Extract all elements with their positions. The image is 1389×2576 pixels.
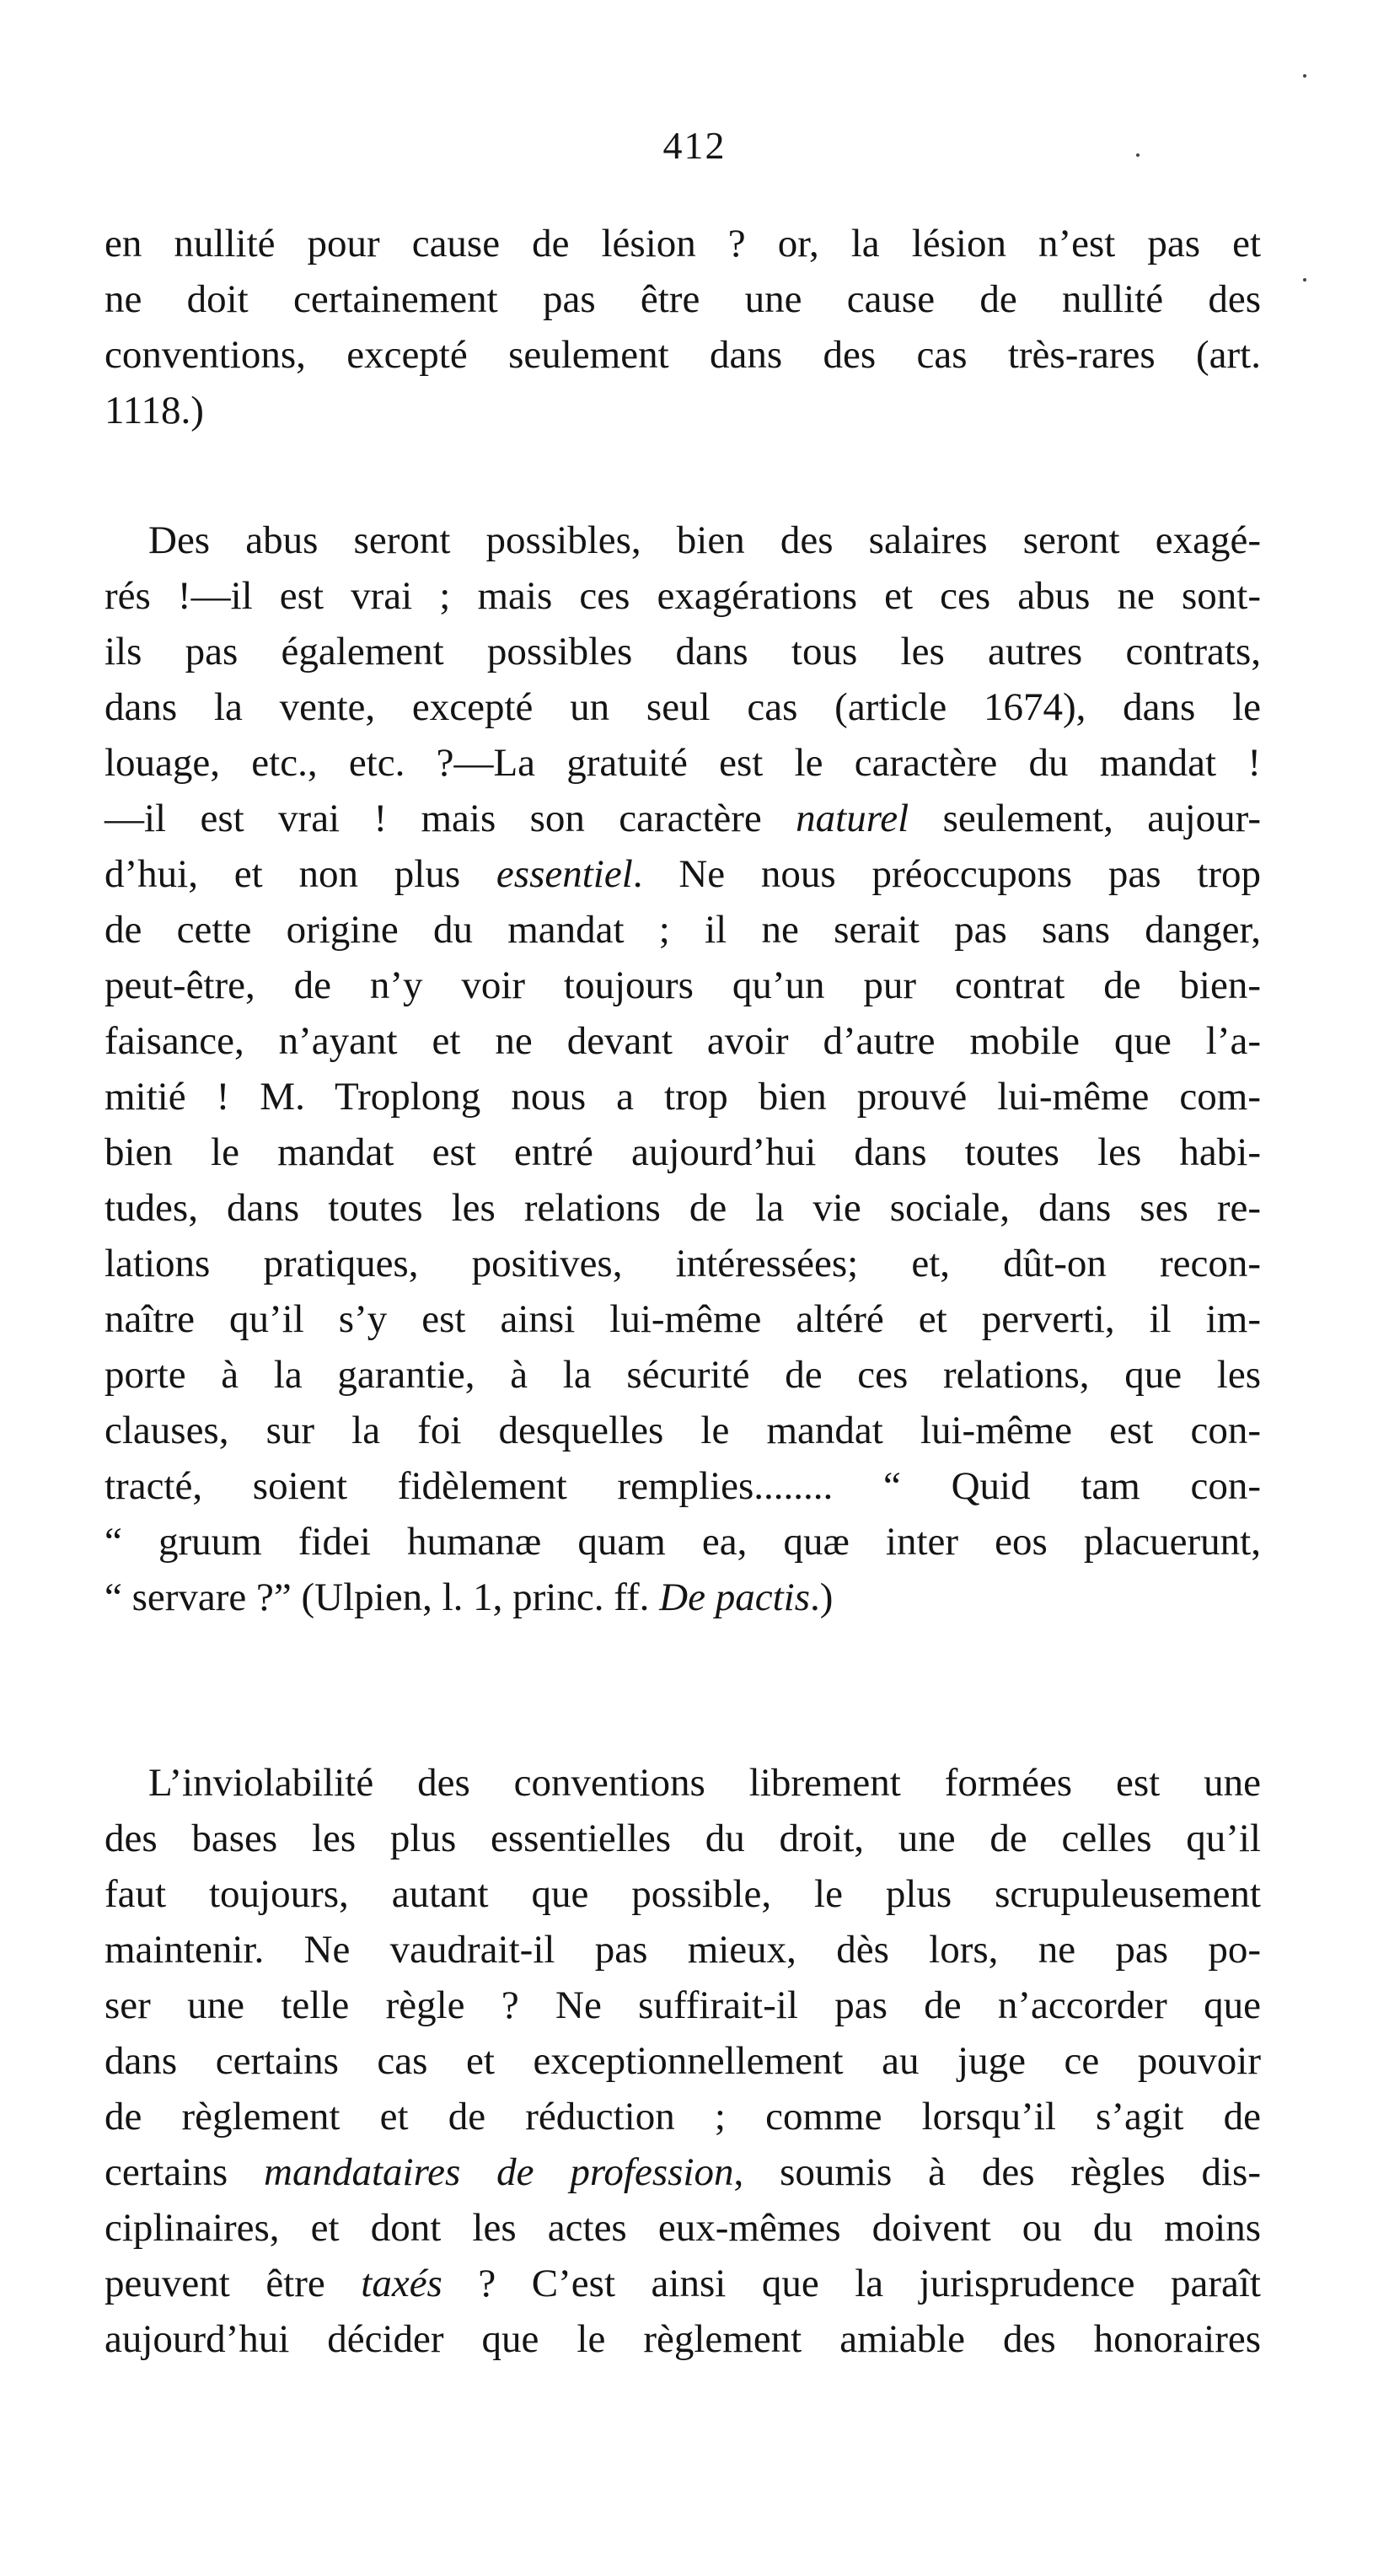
text-line: “ gruum fidei humanæ quam ea, quæ inter eos placuerunt, — [105, 1520, 1261, 1564]
text-line: —il est vrai ! mais son caractère naturel seulement, aujour- — [105, 797, 1262, 840]
text-line: 1118.) — [105, 389, 204, 432]
text-line: certains mandataires de profession, soumis à des règles dis- — [105, 2150, 1262, 2194]
text-line: d’hui, et non plus essentiel. Ne nous préoccupons pas trop — [105, 852, 1261, 896]
text-line: tudes, dans toutes les relations de la vie sociale, dans ses re- — [105, 1186, 1261, 1230]
text-line: bien le mandat est entré aujourd’hui dans toutes les habi- — [105, 1130, 1261, 1174]
text-line: dans la vente, excepté un seul cas (article 1674), dans le — [105, 685, 1261, 729]
text-line: en nullité pour cause de lésion ? or, la lésion n’est pas et — [105, 222, 1261, 266]
text-line: lations pratiques, positives, intéressées; et, dût-on recon- — [105, 1242, 1261, 1285]
text-line: rés !—il est vrai ; mais ces exagérations et ces abus ne sont- — [105, 574, 1261, 618]
scan-speck — [1303, 74, 1306, 78]
text-line: maintenir. Ne vaudrait-il pas mieux, dès lors, ne pas po- — [105, 1928, 1261, 1972]
text-line: naître qu’il s’y est ainsi lui-même altéré et perverti, il im- — [105, 1297, 1261, 1341]
text-line: dans certains cas et exceptionnellement au juge ce pouvoir — [105, 2039, 1261, 2083]
text-line: de règlement et de réduction ; comme lorsqu’il s’agit de — [105, 2095, 1261, 2139]
scan-speck — [1136, 153, 1140, 157]
text-line: tracté, soient fidèlement remplies........ “ Quid tam con- — [105, 1464, 1261, 1508]
text-line: peut-être, de n’y voir toujours qu’un pur contrat de bien- — [105, 963, 1261, 1007]
text-line: louage, etc., etc. ?—La gratuité est le caractère du mandat ! — [105, 741, 1261, 785]
text-line: clauses, sur la foi desquelles le mandat lui-même est con- — [105, 1409, 1261, 1452]
text-line: peuvent être taxés ? C’est ainsi que la jurisprudence paraît — [105, 2262, 1261, 2305]
text-line: Des abus seront possibles, bien des salaires seront exagé- — [148, 518, 1261, 562]
text-line: mitié ! M. Troplong nous a trop bien prouvé lui-même com- — [105, 1075, 1261, 1119]
text-line: faut toujours, autant que possible, le plus scrupuleusement — [105, 1872, 1261, 1916]
scan-speck — [1303, 278, 1306, 282]
text-line: “ servare ?” (Ulpien, l. 1, princ. ff. De pactis.) — [105, 1575, 834, 1619]
paragraph-3 — [105, 1755, 1261, 2367]
paragraph-1 — [105, 216, 1261, 438]
text-line: ser une telle règle ? Ne suffirait-il pas de n’accorder que — [105, 1983, 1261, 2027]
text-line: des bases les plus essentielles du droit, une de celles qu’il — [105, 1817, 1261, 1860]
text-line: aujourd’hui décider que le règlement amiable des honoraires — [105, 2317, 1261, 2361]
text-line: ciplinaires, et dont les actes eux-mêmes doivent ou du moins — [105, 2206, 1261, 2250]
text-line: faisance, n’ayant et ne devant avoir d’autre mobile que l’a- — [105, 1019, 1261, 1063]
text-line: ils pas également possibles dans tous les autres contrats, — [105, 630, 1261, 674]
text-line: conventions, excepté seulement dans des cas très-rares (art. — [105, 333, 1261, 377]
text-line: ne doit certainement pas être une cause de nullité des — [105, 277, 1261, 321]
text-line: de cette origine du mandat ; il ne serait pas sans danger, — [105, 908, 1261, 952]
text-line: L’inviolabilité des conventions librement formées est une — [148, 1761, 1261, 1805]
paragraph-2 — [105, 513, 1261, 1625]
page-number: 412 — [662, 124, 727, 167]
text-line: porte à la garantie, à la sécurité de ces relations, que les — [105, 1353, 1261, 1397]
